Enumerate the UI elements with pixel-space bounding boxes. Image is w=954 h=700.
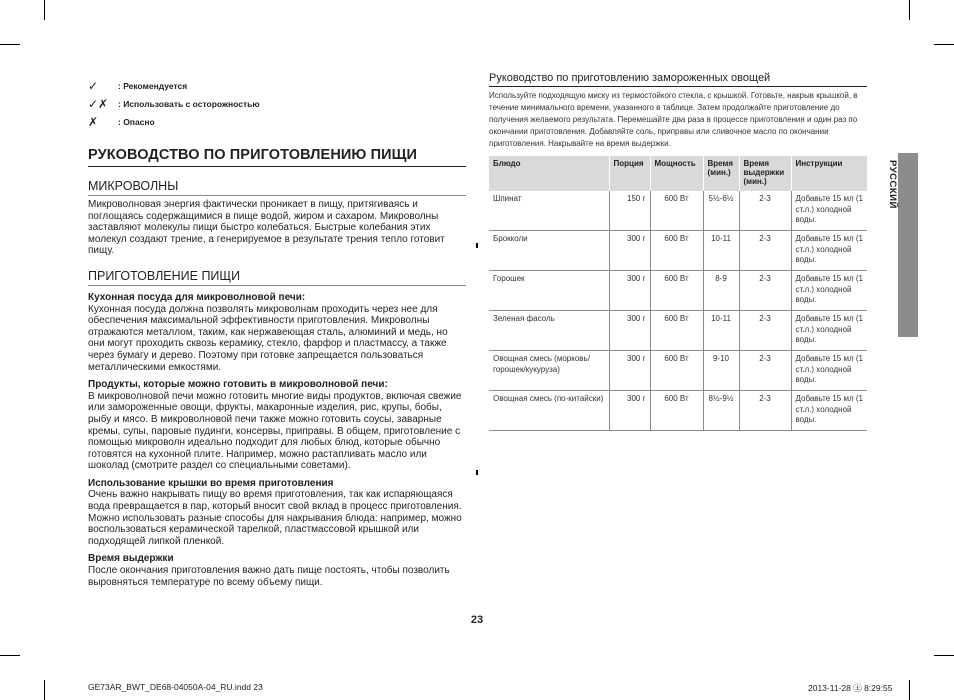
gutter-mark (476, 243, 478, 248)
microwaves-heading: МИКРОВОЛНЫ (88, 179, 466, 196)
frozen-veg-heading: Руководство по приготовлению замороженных овощей (489, 72, 867, 87)
power-cell: 600 Вт (650, 391, 703, 431)
instructions-cell: Добавьте 15 мл (1 ст.л.) холодной воды. (791, 351, 867, 391)
time-cell: 5½-6½ (703, 191, 739, 231)
language-tab-label: РУССКИЙ (887, 160, 898, 209)
power-cell: 600 Вт (650, 351, 703, 391)
crop-mark (909, 680, 910, 700)
products-text: В микроволновой печи можно готовить многие виды продуктов, включая свежие или замороженные овощи, фрукты, макаронные изделия, рис, крупы, бобы, рыбу и мясо. В микроволновой печи также можно готовить соусы, заварные кремы, супы, паровые пудинги, консервы, приправы. В общем, приготовление с помощью микроволн идеально подходит для любых блюд, которые обычно готовятся на кухонной плите. Например, можно растапливать масло или шоколад (смотрите раздел со специальными советами). (88, 390, 462, 472)
portion-cell: 300 г (609, 391, 650, 431)
table-row (489, 271, 867, 311)
cookware-heading: Кухонная посуда для микроволновой печи: (88, 291, 306, 303)
column-header: Порция (609, 156, 650, 191)
instructions-cell: Добавьте 15 мл (1 ст.л.) холодной воды. (791, 231, 867, 271)
column-header: Мощность (650, 156, 703, 191)
cooking-heading: ПРИГОТОВЛЕНИЕ ПИЩИ (88, 269, 466, 286)
power-cell: 600 Вт (650, 271, 703, 311)
table-row (489, 231, 867, 271)
legend-text: : Использовать с осторожностью (118, 99, 260, 109)
crop-mark (934, 655, 954, 656)
check-icon: ✓ (88, 79, 99, 93)
lid-heading: Использование крышки во время приготовления (88, 477, 334, 489)
portion-cell: 300 г (609, 271, 650, 311)
crop-mark (0, 655, 20, 656)
footer-date: 2013-11-28 ㊏ 8:29:55 (808, 683, 893, 693)
legend-row (88, 77, 260, 95)
footer-file-name: GE73AR_BWT_DE68-04050A-04_RU.indd 23 (88, 682, 263, 692)
frozen-veg-intro: Используйте подходящую миску из термостойкого стекла, с крышкой. Готовьте, накрыв крышкой, в течение минимального времени, указанного в таблице. Затем продолжайте приготовление до получения желаемого результата. Перемешайте два раза в процессе приготовления и один раз по окончании приготовления. Добавляйте соль, приправы или сливочное масло по окончании приготовления. Накрывайте на время выдержки. (489, 91, 858, 148)
crop-mark (934, 44, 954, 45)
right-column (489, 72, 867, 431)
time-cell: 8½-9½ (703, 391, 739, 431)
instructions-cell: Добавьте 15 мл (1 ст.л.) холодной воды. (791, 271, 867, 311)
portion-cell: 150 г (609, 191, 650, 231)
table-row (489, 191, 867, 231)
dish-cell: Овощная смесь (по-китайски) (489, 391, 609, 431)
column-header: Блюдо (489, 156, 609, 191)
standing-time-cell: 2-3 (739, 391, 791, 431)
microwaves-text: Микроволновая энергия фактически проникает в пищу, притягиваясь и поглощаясь содержащимися в пище водой, жиром и сахаром. Микроволны заставляют молекулы пищи быстро колебаться. Быстрые колебания этих молекул создают трение, а генерируемое в результате трения тепло готовит пищу. (88, 199, 445, 257)
standing-time-cell: 2-3 (739, 231, 791, 271)
page-number: 23 (470, 614, 484, 626)
table-header-row (489, 156, 867, 191)
time-cell: 9-10 (703, 351, 739, 391)
lid-text: Очень важно накрывать пищу во время приготовления, так как испаряющаяся вода превращается в пар, который вносит свой вклад в процесс приготовления. Можно использовать разные способы для накрывания блюда: например, можно воспользоваться керамической тарелкой, пластмассовой крышкой или подходящей липкой пленкой. (88, 489, 462, 547)
products-heading: Продукты, которые можно готовить в микроволновой печи: (88, 379, 388, 391)
gutter-mark (476, 470, 478, 475)
table-row (489, 391, 867, 431)
standing-time-cell: 2-3 (739, 191, 791, 231)
crop-mark (44, 0, 45, 20)
time-cell: 10-11 (703, 231, 739, 271)
crop-mark (0, 44, 20, 45)
crop-mark (44, 680, 45, 700)
legend-text: : Опасно (118, 117, 155, 127)
table-row (489, 351, 867, 391)
left-column (88, 147, 466, 588)
language-tab-marker (898, 153, 918, 337)
standing-time-cell: 2-3 (739, 351, 791, 391)
cross-icon: ✗ (88, 115, 99, 129)
frozen-veg-table (489, 156, 867, 431)
standing-time-cell: 2-3 (739, 271, 791, 311)
legend (88, 77, 260, 131)
check-cross-icon: ✓✗ (88, 97, 109, 111)
power-cell: 600 Вт (650, 311, 703, 351)
dish-cell: Овощная смесь (морковь/ горошек/кукуруза) (489, 351, 609, 391)
dish-cell: Горошек (489, 271, 609, 311)
column-header: Время (мин.) (703, 156, 739, 191)
instructions-cell: Добавьте 15 мл (1 ст.л.) холодной воды. (791, 311, 867, 351)
legend-text: : Рекомендуется (118, 81, 188, 91)
dish-cell: Зеленая фасоль (489, 311, 609, 351)
legend-row (88, 113, 260, 131)
legend-row (88, 95, 260, 113)
instructions-cell: Добавьте 15 мл (1 ст.л.) холодной воды. (791, 391, 867, 431)
dish-cell: Брокколи (489, 231, 609, 271)
column-header: Инструкции (791, 156, 867, 191)
portion-cell: 300 г (609, 311, 650, 351)
portion-cell: 300 г (609, 351, 650, 391)
portion-cell: 300 г (609, 231, 650, 271)
dish-cell: Шпинат (489, 191, 609, 231)
table-row (489, 311, 867, 351)
crop-mark (909, 0, 910, 20)
instructions-cell: Добавьте 15 мл (1 ст.л.) холодной воды. (791, 191, 867, 231)
power-cell: 600 Вт (650, 191, 703, 231)
power-cell: 600 Вт (650, 231, 703, 271)
cookware-text: Кухонная посуда должна позволять микроволнам проходить через нее для обеспечения максимальной эффективности приготовления. Микроволны отражаются металлом, таким, как нержавеющая сталь, алюминий и медь, но они могут проходить сквозь керамику, стекло, фарфор и пластмассу, а также через бумагу и дерево. Поэтому при готовке запрещается пользоваться металлическими емкостями. (88, 303, 448, 373)
standing-heading: Время выдержки (88, 553, 174, 565)
page-title: РУКОВОДСТВО ПО ПРИГОТОВЛЕНИЮ ПИЩИ (88, 147, 466, 167)
standing-text: После окончания приготовления важно дать пище постоять, чтобы позволить выровняться температуре по всему объему пищи. (88, 565, 450, 588)
column-header: Время выдержки (мин.) (739, 156, 791, 191)
standing-time-cell: 2-3 (739, 311, 791, 351)
time-cell: 10-11 (703, 311, 739, 351)
time-cell: 8-9 (703, 271, 739, 311)
